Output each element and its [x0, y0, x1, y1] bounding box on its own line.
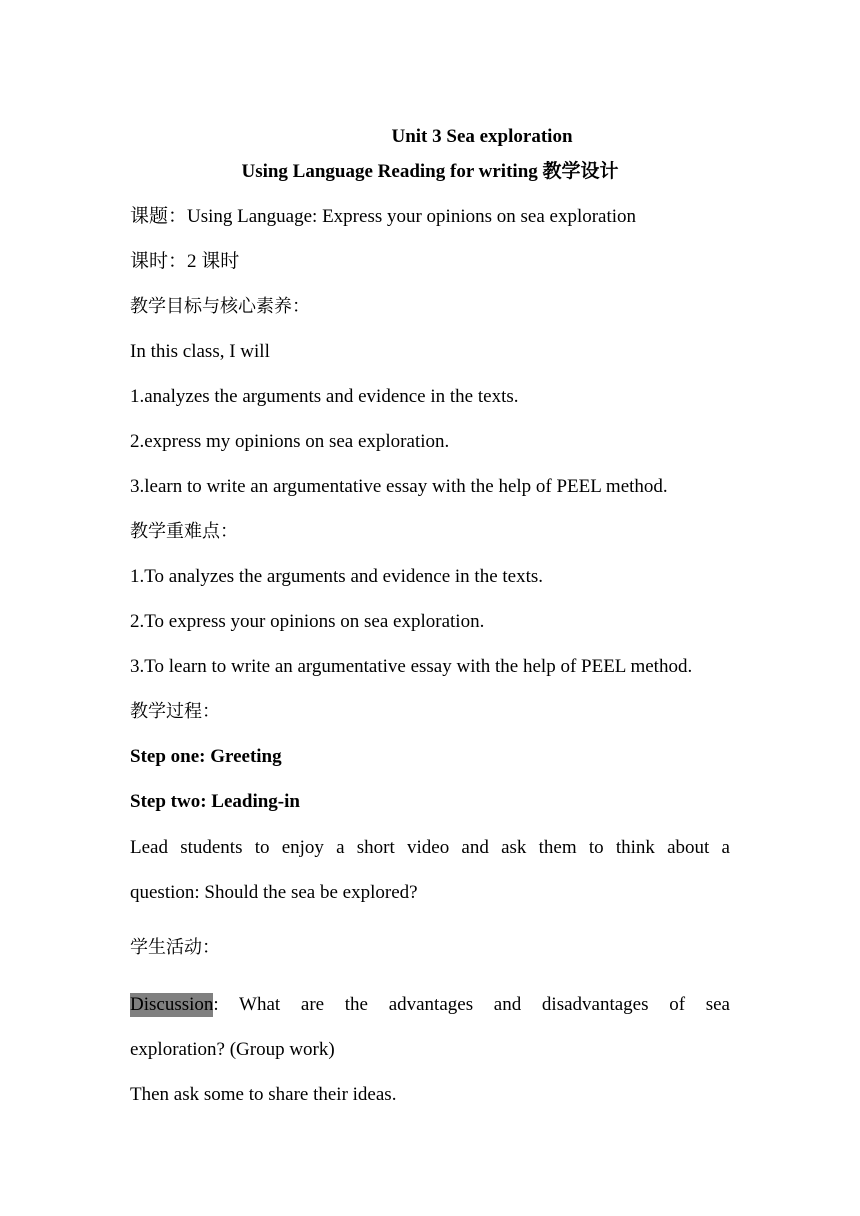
objective-item: 2.express my opinions on sea exploration.: [130, 431, 450, 452]
periods-line: 课时：2 课时: [130, 251, 240, 272]
document-title: Unit 3 Sea exploration: [391, 126, 573, 147]
key-point-item: 2.To express your opinions on sea exploration.: [130, 611, 485, 632]
objective-item: 1.analyzes the arguments and evidence in the texts.: [130, 386, 519, 407]
step-one-heading: Step one: Greeting: [130, 746, 282, 767]
document-subtitle: Using Language Reading for writing 教学设计: [241, 161, 619, 182]
key-points-heading: 教学重难点：: [130, 521, 238, 542]
objectives-intro: In this class, I will: [130, 341, 270, 362]
key-point-item: 1.To analyzes the arguments and evidence in the texts.: [130, 566, 544, 587]
objective-item: 3.learn to write an argumentative essay with the help of PEEL method.: [130, 476, 668, 497]
key-point-item: 3.To learn to write an argumentative essay with the help of PEEL method.: [130, 656, 693, 677]
leading-in-text-line2: question: Should the sea be explored?: [130, 882, 418, 903]
step-two-heading: Step two: Leading-in: [130, 791, 300, 812]
topic-line: 课题：Using Language: Express your opinions on sea exploration: [130, 206, 637, 227]
discussion-label: Discussion: [130, 994, 214, 1015]
process-heading: 教学过程：: [130, 701, 220, 722]
discussion-line2: exploration? (Group work): [130, 1039, 335, 1060]
leading-in-text-line1: Lead students to enjoy a short video and ask them to think about a: [130, 837, 730, 858]
discussion-question-part1: : What are the advantages and disadvantages of sea: [213, 994, 730, 1015]
activity-heading: 学生活动：: [130, 937, 220, 958]
objectives-heading: 教学目标与核心素养：: [130, 296, 310, 317]
share-line: Then ask some to share their ideas.: [130, 1084, 397, 1105]
discussion-line1: [130, 993, 730, 1017]
